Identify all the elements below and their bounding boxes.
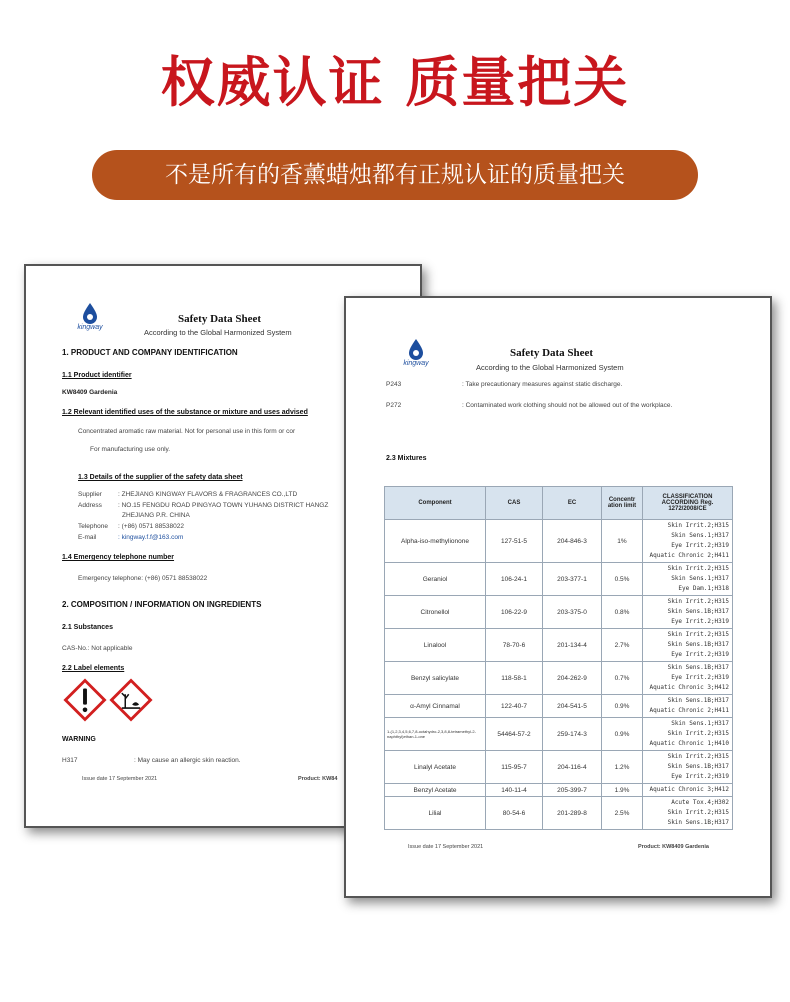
header-cas: CAS xyxy=(486,487,543,520)
concentration-cell: 0.9% xyxy=(602,718,643,751)
cas-cell: 122-40-7 xyxy=(486,695,543,718)
classification-line: Aquatic Chronic 2;H411 xyxy=(649,707,729,714)
classification-line: Skin Sens.1B;H317 xyxy=(667,819,729,826)
component-cell: Citronellol xyxy=(385,596,486,629)
classification-line: Eye Irrit.2;H319 xyxy=(671,618,729,625)
classification-cell xyxy=(643,662,733,695)
email-value: : kingway.f.f@163.com xyxy=(118,534,184,541)
header-concentration: Concentr ation limit xyxy=(602,487,643,520)
emergency-phone: Emergency telephone: (+86) 0571 88538022 xyxy=(78,575,208,582)
section-2-heading: 2. COMPOSITION / INFORMATION ON INGREDIENTS xyxy=(62,600,262,609)
p272-text: : Contaminated work clothing should not be allowed out of the workplace. xyxy=(462,402,673,409)
cas-cell: 78-70-6 xyxy=(486,629,543,662)
exclamation-hazard-icon xyxy=(62,677,108,723)
use-line-1: Concentrated aromatic raw material. Not for personal use in this form or cor xyxy=(78,428,296,435)
classification-line: Skin Irrit.2;H315 xyxy=(667,809,729,816)
component-cell: Linalyl Acetate xyxy=(385,751,486,784)
concentration-cell: 0.7% xyxy=(602,662,643,695)
sheet-subtitle: According to the Global Harmonized System xyxy=(476,363,624,372)
header-component: Component xyxy=(385,487,486,520)
classification-line: Eye Irrit.2;H319 xyxy=(671,542,729,549)
section-1-1-heading: 1.1 Product identifier xyxy=(62,372,132,379)
concentration-cell: 0.5% xyxy=(602,563,643,596)
h317-code: H317 xyxy=(62,757,78,764)
table-row xyxy=(385,797,733,830)
table-row xyxy=(385,751,733,784)
concentration-cell: 0.8% xyxy=(602,596,643,629)
classification-line: Skin Irrit.2;H315 xyxy=(667,730,729,737)
concentration-cell: 1.2% xyxy=(602,751,643,784)
cas-cell: 127-51-5 xyxy=(486,520,543,563)
classification-line: Eye Irrit.2;H319 xyxy=(671,651,729,658)
classification-line: Skin Sens.1;H317 xyxy=(671,575,729,582)
classification-line: Skin Sens.1;H317 xyxy=(671,532,729,539)
ec-cell: 203-375-0 xyxy=(543,596,602,629)
component-cell: Geraniol xyxy=(385,563,486,596)
concentration-cell: 2.7% xyxy=(602,629,643,662)
table-row xyxy=(385,718,733,751)
mixtures-table xyxy=(384,486,733,830)
subtitle-banner: 不是所有的香薰蜡烛都有正规认证的质量把关 xyxy=(92,150,698,200)
classification-line: Eye Irrit.2;H319 xyxy=(671,773,729,780)
cas-cell: 80-54-6 xyxy=(486,797,543,830)
section-1-heading: 1. PRODUCT AND COMPANY IDENTIFICATION xyxy=(62,348,238,357)
classification-line: Skin Irrit.2;H315 xyxy=(667,598,729,605)
cas-cell: 106-24-1 xyxy=(486,563,543,596)
component-cell: α-Amyl Cinnamal xyxy=(385,695,486,718)
issue-date: Issue date 17 September 2021 xyxy=(82,776,158,782)
section-1-3-heading: 1.3 Details of the supplier of the safety data sheet xyxy=(78,474,243,481)
table-row xyxy=(385,662,733,695)
ec-cell: 259-174-3 xyxy=(543,718,602,751)
table-row xyxy=(385,784,733,797)
cas-cell: 115-95-7 xyxy=(486,751,543,784)
classification-cell xyxy=(643,751,733,784)
kingway-logo-icon xyxy=(70,302,110,331)
classification-cell xyxy=(643,718,733,751)
classification-cell xyxy=(643,797,733,830)
ec-cell: 204-262-9 xyxy=(543,662,602,695)
classification-line: Skin Sens.1B;H317 xyxy=(667,763,729,770)
concentration-cell: 1.9% xyxy=(602,784,643,797)
header-classification: CLASSIFICATION ACCORDING Reg. 1272/2008/CE xyxy=(643,487,733,520)
headline: 权威认证 质量把关 xyxy=(160,51,630,114)
email-label: E-mail xyxy=(78,534,97,541)
address-value-2: ZHEJIANG P.R. CHINA xyxy=(122,512,190,519)
table-row xyxy=(385,520,733,563)
classification-line: Acute Tox.4;H302 xyxy=(671,799,729,806)
telephone-label: Telephone xyxy=(78,523,108,530)
p243-text: : Take precautionary measures against static discharge. xyxy=(462,381,623,388)
logo-text: kingway xyxy=(403,360,429,367)
p243-code: P243 xyxy=(386,381,402,388)
logo-text: kingway xyxy=(77,324,103,331)
classification-line: Skin Sens.1B;H317 xyxy=(667,664,729,671)
cas-cell: 106-22-9 xyxy=(486,596,543,629)
classification-line: Skin Irrit.2;H315 xyxy=(667,753,729,760)
ec-cell: 201-289-8 xyxy=(543,797,602,830)
table-header-row xyxy=(385,487,733,520)
concentration-cell: 0.9% xyxy=(602,695,643,718)
ec-cell: 204-116-4 xyxy=(543,751,602,784)
header-ec: EC xyxy=(543,487,602,520)
telephone-value: : (+86) 0571 88538022 xyxy=(118,523,184,530)
product-footer: Product: KW8409 Gardenia xyxy=(638,844,709,850)
classification-line: Skin Sens.1;H317 xyxy=(671,720,729,727)
sheet-title: Safety Data Sheet xyxy=(178,313,262,325)
section-2-3-heading: 2.3 Mixtures xyxy=(386,455,427,462)
table-row xyxy=(385,695,733,718)
classification-line: Skin Sens.1B;H317 xyxy=(667,641,729,648)
sds-page-2 xyxy=(344,296,772,898)
classification-line: Eye Dam.1;H318 xyxy=(678,585,729,592)
h317-text: : May cause an allergic skin reaction. xyxy=(134,757,241,764)
classification-line: Aquatic Chronic 2;H411 xyxy=(649,552,729,559)
kingway-logo-icon xyxy=(396,338,436,367)
p272-code: P272 xyxy=(386,402,402,409)
table-row xyxy=(385,563,733,596)
section-2-1-heading: 2.1 Substances xyxy=(62,624,113,631)
sheet-subtitle: According to the Global Harmonized System xyxy=(144,328,292,337)
product-footer: Product: KW84 xyxy=(298,776,338,782)
cas-number: CAS-No.: Not applicable xyxy=(62,645,133,652)
concentration-cell: 1% xyxy=(602,520,643,563)
classification-line: Aquatic Chronic 3;H412 xyxy=(649,786,729,793)
classification-line: Eye Irrit.2;H319 xyxy=(671,674,729,681)
ec-cell: 203-377-1 xyxy=(543,563,602,596)
ec-cell: 201-134-4 xyxy=(543,629,602,662)
classification-line: Skin Sens.1B;H317 xyxy=(667,608,729,615)
classification-line: Skin Sens.1B;H317 xyxy=(667,697,729,704)
address-value: : NO.15 FENGDU ROAD PINGYAO TOWN YUHANG DISTRICT HANGZ xyxy=(118,502,329,509)
table-row xyxy=(385,596,733,629)
classification-line: Aquatic Chronic 1;H410 xyxy=(649,740,729,747)
component-cell: Alpha-iso-methylionone xyxy=(385,520,486,563)
ec-cell: 205-399-7 xyxy=(543,784,602,797)
classification-line: Skin Irrit.2;H315 xyxy=(667,631,729,638)
classification-cell xyxy=(643,784,733,797)
supplier-label: Supplier xyxy=(78,491,102,498)
classification-cell xyxy=(643,695,733,718)
sheet-title: Safety Data Sheet xyxy=(510,347,594,359)
product-identifier: KW8409 Gardenia xyxy=(62,389,118,396)
classification-cell xyxy=(643,520,733,563)
section-1-4-heading: 1.4 Emergency telephone number xyxy=(62,554,175,561)
concentration-cell: 2.5% xyxy=(602,797,643,830)
environment-hazard-icon xyxy=(108,677,154,723)
cas-cell: 54464-57-2 xyxy=(486,718,543,751)
component-cell: Linalool xyxy=(385,629,486,662)
supplier-value: : ZHEJIANG KINGWAY FLAVORS & FRAGRANCES CO.,LTD xyxy=(118,491,298,498)
issue-date: Issue date 17 September 2021 xyxy=(408,844,484,850)
section-1-2-heading: 1.2 Relevant identified uses of the substance or mixture and uses advised xyxy=(62,409,308,416)
address-label: Address xyxy=(78,502,102,509)
warning-label: WARNING xyxy=(62,736,96,743)
use-line-2: For manufacturing use only. xyxy=(90,446,171,453)
classification-line: Aquatic Chronic 3;H412 xyxy=(649,684,729,691)
component-cell: Benzyl salicylate xyxy=(385,662,486,695)
component-cell: Benzyl Acetate xyxy=(385,784,486,797)
classification-cell xyxy=(643,596,733,629)
cas-cell: 140-11-4 xyxy=(486,784,543,797)
component-cell: Lilial xyxy=(385,797,486,830)
cas-cell: 118-58-1 xyxy=(486,662,543,695)
classification-line: Skin Irrit.2;H315 xyxy=(667,565,729,572)
classification-line: Skin Irrit.2;H315 xyxy=(667,522,729,529)
component-cell: 1-(1,2,3,4,5,6,7,8-octahydro-2,3,8,8-tetramethyl-2-naphthyl)ethan-1-one xyxy=(385,718,486,751)
ec-cell: 204-846-3 xyxy=(543,520,602,563)
section-2-2-heading: 2.2 Label elements xyxy=(62,665,125,672)
table-row xyxy=(385,629,733,662)
classification-cell xyxy=(643,629,733,662)
classification-cell xyxy=(643,563,733,596)
ec-cell: 204-541-5 xyxy=(543,695,602,718)
